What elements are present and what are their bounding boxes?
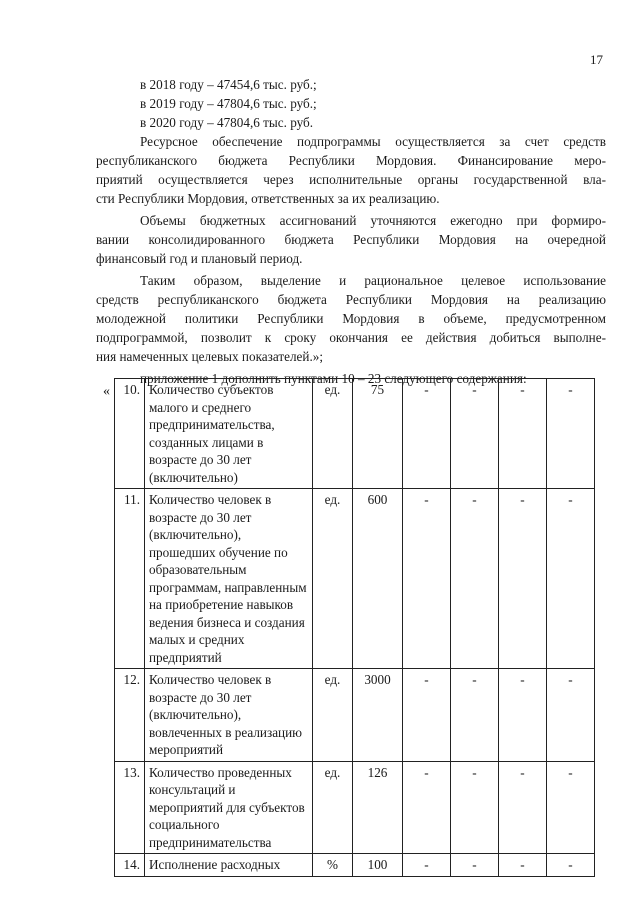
unit-cell: ед.	[313, 489, 353, 669]
text-line: в 2018 году – 47454,6 тыс. руб.;	[140, 77, 317, 92]
page-number: 17	[590, 52, 603, 67]
indicator-name: Исполнение расходных	[145, 854, 313, 877]
value-cell: 3000	[353, 669, 403, 762]
year-cell: -	[547, 379, 595, 489]
text-line: подпрограммой, позволит к сроку окончания ее действия добиться выполне-	[96, 330, 606, 345]
row-number: 14.	[115, 854, 145, 877]
text-line: Объемы бюджетных ассигнований уточняются ежегодно при формиро-	[140, 213, 606, 228]
value-cell: 100	[353, 854, 403, 877]
indicator-name: Количество человек в возрасте до 30 лет (включительно), вовлеченных в реализацию мероприятий	[145, 669, 313, 762]
year-cell: -	[403, 761, 451, 854]
row-number: 10.	[115, 379, 145, 489]
table-row	[115, 854, 595, 877]
unit-cell: ед.	[313, 761, 353, 854]
text-line: республиканского бюджета Республики Мордовия. Финансирование меро-	[96, 153, 606, 168]
text-line: сти Республики Мордовия, ответственных за их реализацию.	[96, 191, 440, 206]
year-cell: -	[451, 669, 499, 762]
row-number: 12.	[115, 669, 145, 762]
text-line: вании консолидированного бюджета Республики Мордовия на очередной	[96, 232, 606, 247]
text-line: Таким образом, выделение и рациональное целевое использование	[140, 273, 606, 288]
opening-quote: «	[103, 384, 110, 399]
year-cell: -	[547, 669, 595, 762]
year-cell: -	[499, 854, 547, 877]
table-row	[115, 761, 595, 854]
indicator-name: Количество субъектов малого и среднего предпринимательства, созданных лицами в возрасте до 30 лет (включительно)	[145, 379, 313, 489]
year-cell: -	[499, 379, 547, 489]
text-line: молодежной политики Республики Мордовия в объеме, предусмотренном	[96, 311, 606, 326]
unit-cell: ед.	[313, 379, 353, 489]
value-cell: 600	[353, 489, 403, 669]
text-line: ния намеченных целевых показателей.»;	[96, 349, 324, 364]
year-cell: -	[403, 489, 451, 669]
text-line: приложение 1 дополнить пунктами 10 – 23 следующего содержания:	[140, 371, 527, 386]
year-cell: -	[451, 854, 499, 877]
indicator-name: Количество проведенных консультаций и мероприятий для субъектов социального предпринимательства	[145, 761, 313, 854]
year-cell: -	[403, 379, 451, 489]
text-line: в 2020 году – 47804,6 тыс. руб.	[140, 115, 314, 130]
year-cell: -	[403, 854, 451, 877]
table-row	[115, 489, 595, 669]
indicator-name: Количество человек в возрасте до 30 лет (включительно), прошедших обучение по образовательным программам, направленным на приобретение навыков ведения бизнеса и создания малых и средних предприятий	[145, 489, 313, 669]
text-line: средств республиканского бюджета Республики Мордовия на реализацию	[96, 292, 606, 307]
year-cell: -	[547, 761, 595, 854]
year-cell: -	[499, 489, 547, 669]
year-cell: -	[499, 761, 547, 854]
table-row	[115, 669, 595, 762]
unit-cell: %	[313, 854, 353, 877]
text-line: финансовый год и плановый период.	[96, 251, 303, 266]
text-line: Ресурсное обеспечение подпрограммы осуществляется за счет средств	[140, 134, 606, 149]
year-cell: -	[451, 489, 499, 669]
text-line: в 2019 году – 47804,6 тыс. руб.;	[140, 96, 317, 111]
row-number: 11.	[115, 489, 145, 669]
year-cell: -	[403, 669, 451, 762]
text-line: приятий осуществляется через исполнительные органы государственной вла-	[96, 172, 606, 187]
value-cell: 126	[353, 761, 403, 854]
unit-cell: ед.	[313, 669, 353, 762]
value-cell: 75	[353, 379, 403, 489]
appendix-table	[114, 378, 595, 877]
year-cell: -	[451, 761, 499, 854]
row-number: 13.	[115, 761, 145, 854]
year-cell: -	[547, 854, 595, 877]
year-cell: -	[547, 489, 595, 669]
year-cell: -	[451, 379, 499, 489]
table-row	[115, 379, 595, 489]
year-cell: -	[499, 669, 547, 762]
